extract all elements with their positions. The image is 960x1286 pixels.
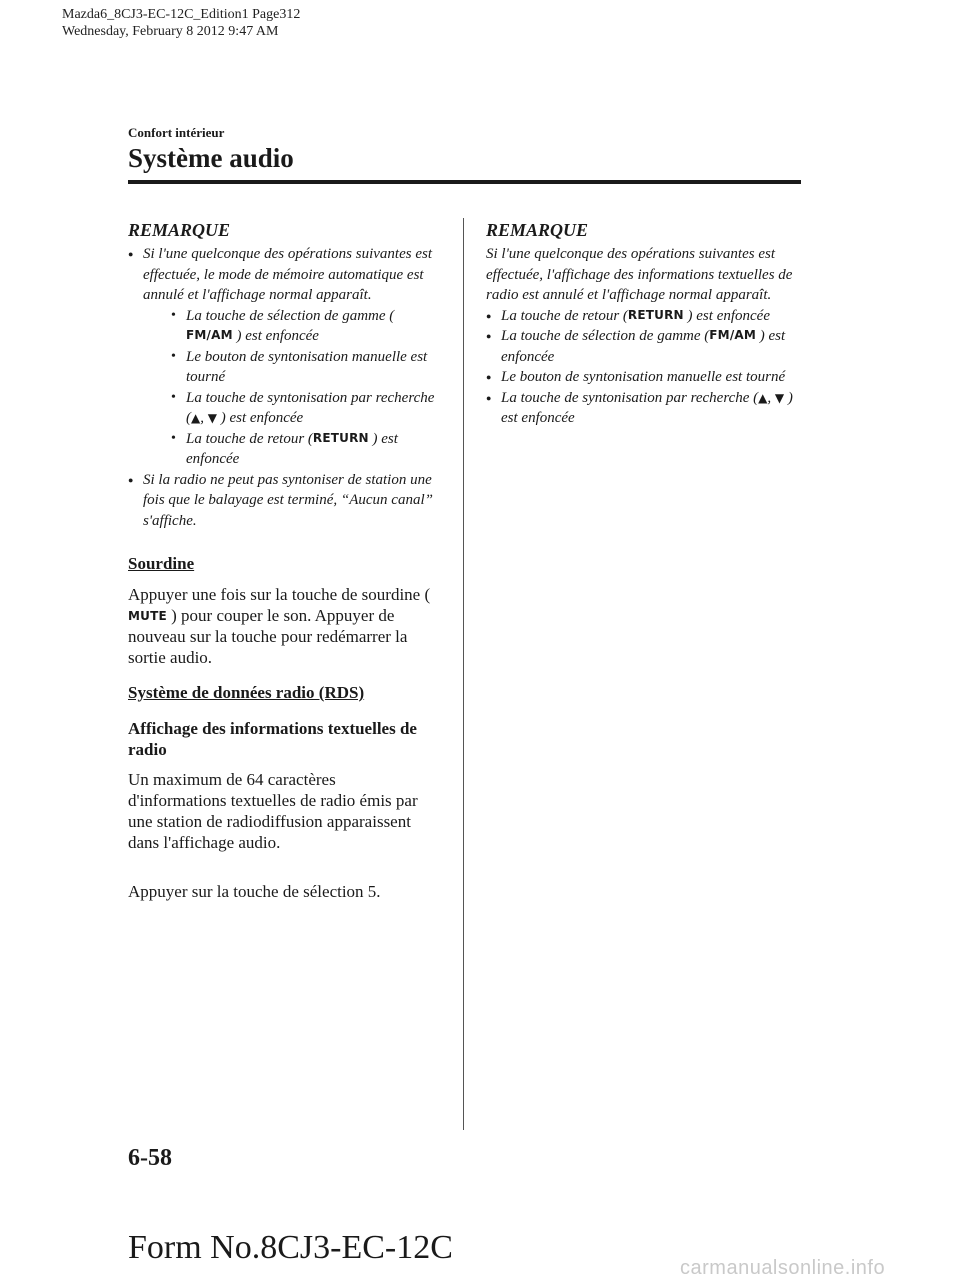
up-arrow-icon: ▲: [191, 411, 201, 425]
fm-am-button-icon: FM/AM: [186, 328, 233, 342]
form-number: Form No.8CJ3-EC-12C: [128, 1229, 453, 1266]
right-column: [486, 218, 796, 429]
rds-text: Un maximum de 64 caractères d'informations textuelles de radio émis par une station de radiodiffusion apparaissent dans l'affichage audio.: [128, 770, 418, 852]
down-arrow-icon: ▼: [207, 411, 217, 425]
remarque-heading: REMARQUE: [486, 220, 589, 240]
note-item: ● Si la radio ne peut pas syntoniser de station une fois que le balayage est terminé, “Aucun canal” s'affiche.: [128, 470, 438, 532]
page-number: 6-58: [128, 1145, 172, 1171]
fm-am-button-icon: FM/AM: [709, 328, 757, 342]
note-item: ● La touche de sélection de gamme (FM/AM ) est enfoncée: [486, 326, 796, 367]
note-intro: Si l'une quelconque des opérations suivantes est effectuée, l'affichage des informations textuelles de radio est annulé et l'affichage normal apparaît.: [486, 246, 793, 303]
return-button-icon: RETURN: [627, 307, 684, 322]
mute-button-icon: MUTE: [128, 609, 167, 623]
column-divider: [463, 218, 464, 1130]
down-arrow-icon: ▼: [774, 390, 785, 405]
title-rule: [128, 180, 801, 184]
note-item: ● La touche de syntonisation par recherche (▲, ▼ ) est enfoncée: [486, 388, 796, 429]
note-item: ● Si l'une quelconque des opérations suivantes est effectuée, le mode de mémoire automatique est annulé et l'affichage normal apparaît. • La touche de sélection de gamme (FM/AM ) est enfoncée • Le bouton de syntonisation manuelle est tourné • La touche de syntonisation par recherche (▲, ▼ ) est enfoncée • La touche de retour (RETURN ) est enfoncée: [128, 244, 438, 470]
remarque-note-left: [128, 218, 438, 531]
remarque-heading: REMARQUE: [128, 220, 231, 240]
remarque-note-right: [486, 218, 796, 429]
watermark: carmanualsonline.info: [680, 1257, 886, 1279]
rds-heading: Système de données radio (RDS): [128, 683, 365, 702]
print-info-date: Wednesday, February 8 2012 9:47 AM: [62, 24, 279, 39]
rds-subheading: Affichage des informations textuelles de radio: [128, 719, 417, 759]
note-subitem: • La touche de retour (RETURN ) est enfoncée: [171, 429, 438, 470]
section-label: Confort intérieur: [128, 125, 225, 140]
note-subitem: • La touche de sélection de gamme (FM/AM ) est enfoncée: [171, 306, 438, 347]
note-subitem: • La touche de syntonisation par recherche (▲, ▼ ) est enfoncée: [171, 388, 438, 429]
page-title: Système audio: [128, 143, 294, 173]
up-arrow-icon: ▲: [758, 390, 768, 405]
print-info: [62, 6, 300, 40]
left-column: [128, 218, 438, 902]
rds-step: Appuyer sur la touche de sélection 5.: [128, 882, 381, 901]
note-item: ● La touche de retour (RETURN ) est enfoncée: [486, 306, 796, 327]
print-info-file: Mazda6_8CJ3-EC-12C_Edition1 Page312: [62, 7, 301, 22]
note-item: ● Le bouton de syntonisation manuelle est tourné: [486, 367, 796, 388]
note-subitem: • Le bouton de syntonisation manuelle est tourné: [171, 347, 438, 388]
sourdine-text: Appuyer une fois sur la touche de sourdine (MUTE ) pour couper le son. Appuyer de nouveau sur la touche pour redémarrer la sortie audio.: [128, 585, 431, 667]
sourdine-heading: Sourdine: [128, 554, 195, 573]
return-button-icon: RETURN: [312, 430, 369, 445]
